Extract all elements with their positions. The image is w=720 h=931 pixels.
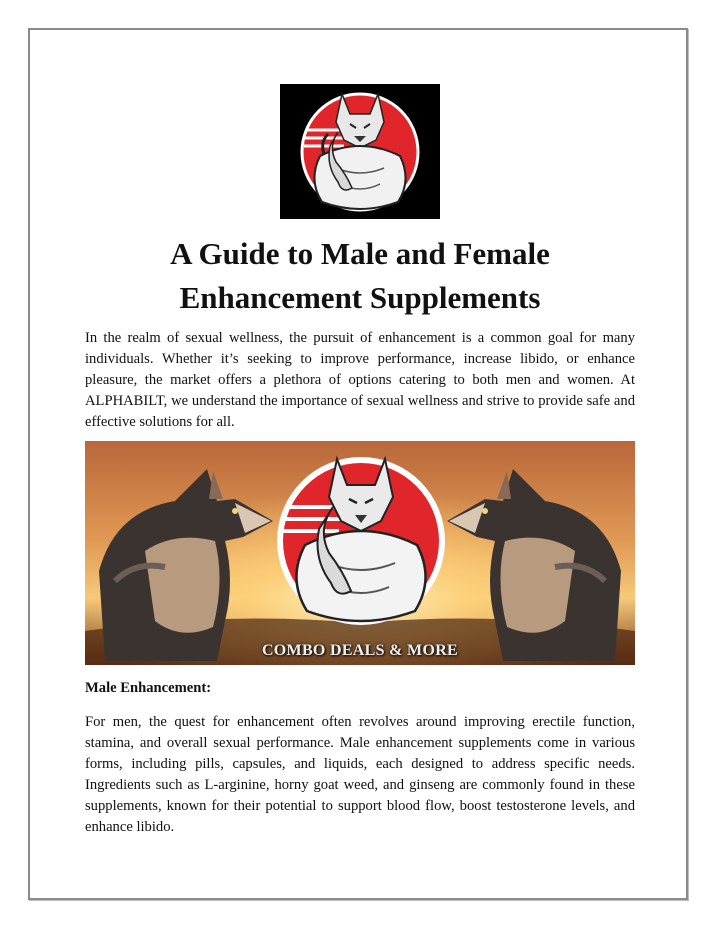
section-heading: Male Enhancement: bbox=[85, 680, 212, 696]
promo-banner bbox=[85, 441, 635, 665]
banner-logo-icon bbox=[277, 457, 445, 625]
page-title-line-2: Enhancement Supplements bbox=[179, 280, 541, 315]
brand-logo bbox=[280, 84, 440, 219]
banner-artwork bbox=[85, 441, 635, 665]
wolf-logo-icon bbox=[280, 84, 440, 219]
page-title-line-1: A Guide to Male and Female bbox=[170, 236, 550, 271]
page-title bbox=[60, 232, 660, 320]
section-paragraph: For men, the quest for enhancement often revolves around improving erectile function, stamina, and overall sexual performance. Male enhancement supplements come in various forms, including pills, capsules, and liquids, each designed to address specific needs. Ingredients such as L-arginine, horny goat weed, and ginseng are commonly found in these supplements, known for their potential to support blood flow, boost testosterone levels, and enhance libido. bbox=[85, 714, 635, 835]
banner-caption: COMBO DEALS & MORE bbox=[261, 642, 459, 659]
intro-paragraph: In the realm of sexual wellness, the pursuit of enhancement is a common goal for many individuals. Whether it’s seeking to improve performance, increase libido, or enhance pleasure, the market offers a plethora of options catering to both men and women. At ALPHABILT, we understand the importance of sexual wellness and strive to provide safe and effective solutions for all. bbox=[85, 330, 635, 430]
